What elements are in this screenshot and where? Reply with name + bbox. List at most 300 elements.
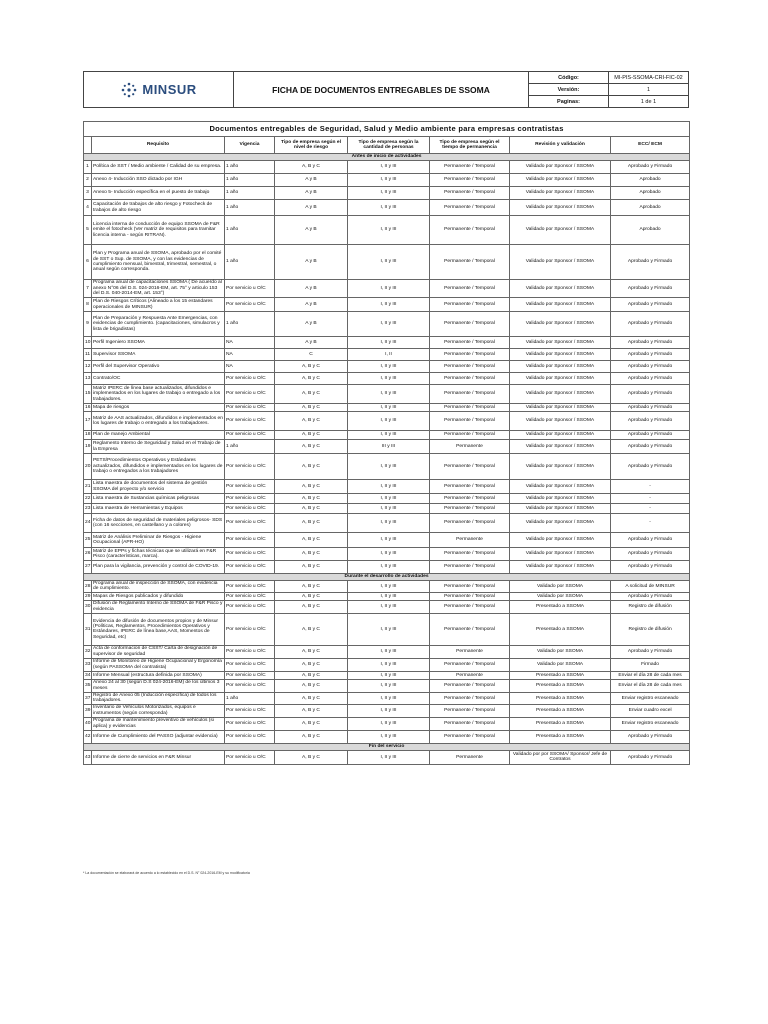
document-header [83, 71, 689, 108]
row-vigencia: Por servicio u O/C [225, 730, 275, 743]
row-riesgo: A, B y C [275, 600, 348, 613]
row-riesgo: A, B y C [275, 561, 348, 574]
table-row [84, 717, 690, 730]
row-ecc: Aprobado y Firmado [611, 337, 690, 349]
row-requisito: Supervisor SSOMA [92, 349, 225, 361]
row-vigencia: Por servicio u O/C [225, 548, 275, 561]
row-riesgo: A, B y C [275, 717, 348, 730]
row-riesgo: A y B [275, 312, 348, 337]
row-requisito: Plan de Riesgos Críticos (Alineado a los 15 estandares operacionales de MINSUR) [92, 298, 225, 312]
table-row [84, 454, 690, 480]
table-row [84, 514, 690, 533]
row-number: 3 [84, 187, 92, 200]
row-personas: I, II y III [348, 245, 430, 280]
row-revision: Validado por Sponsor / SSOMA [510, 245, 611, 280]
row-ecc: Aprobado y Firmado [611, 385, 690, 404]
row-personas: III y III [348, 440, 430, 454]
row-personas: I, II y III [348, 174, 430, 187]
row-number: 16 [85, 404, 91, 410]
row-revision: Presentado a SSOMA [510, 730, 611, 743]
row-permanencia: Permanente [430, 440, 510, 454]
row-permanencia: Permanente / Temporal [430, 600, 510, 613]
row-revision: Validado por Sponsor / SSOMA [510, 504, 611, 514]
row-personas: I, II y III [348, 671, 430, 679]
row-ecc: Aprobado y Firmado [611, 730, 690, 743]
row-vigencia: Por servicio u O/C [225, 480, 275, 494]
row-personas: I, II y III [348, 548, 430, 561]
row-number: 30 [84, 600, 92, 613]
row-personas: I, II y III [348, 216, 430, 245]
row-number: 7 [84, 280, 92, 298]
row-revision: Validado por Sponsor / SSOMA [510, 216, 611, 245]
row-number: 37 [84, 692, 92, 704]
row-personas: I, II y III [348, 412, 430, 431]
row-number: 9 [84, 312, 92, 337]
row-requisito: Capacitación de trabajos de alto riesgo y Fotocheck de trabajos de alto riesgo [92, 200, 225, 216]
row-personas: I, II [348, 349, 430, 361]
row-personas: I, II y III [348, 480, 430, 494]
table-row [84, 581, 690, 593]
table-row [84, 658, 690, 671]
row-revision: Validado por Sponsor / SSOMA [510, 280, 611, 298]
row-ecc: Aprobado [611, 174, 690, 187]
row-revision: Presentado a SSOMA [510, 717, 611, 730]
row-revision: Validado por Sponsor / SSOMA [510, 337, 611, 349]
row-vigencia: Por servicio u O/C [225, 581, 275, 593]
row-ecc: Registro de difusión [611, 613, 690, 645]
version-value: 1 [609, 84, 689, 96]
row-permanencia: Permanente / Temporal [430, 361, 510, 373]
row-revision: Validado por Sponsor / SSOMA [510, 373, 611, 385]
row-number: 11 [84, 349, 92, 361]
row-permanencia: Permanente / Temporal [430, 245, 510, 280]
row-riesgo: A, B y C [275, 704, 348, 717]
row-number: 17 [84, 412, 92, 431]
row-personas: I, II y III [348, 750, 430, 764]
row-ecc: Aprobado y Firmado [611, 592, 690, 600]
row-permanencia: Permanente / Temporal [430, 373, 510, 385]
row-ecc: Registro de difusión [611, 600, 690, 613]
table-title: Documentos entregables de Seguridad, Salud y Medio ambiente para empresas contratistas [84, 122, 690, 137]
row-permanencia: Permanente / Temporal [430, 514, 510, 533]
row-riesgo: A, B y C [275, 613, 348, 645]
row-vigencia: 1 año [225, 187, 275, 200]
row-permanencia: Permanente / Temporal [430, 187, 510, 200]
row-revision: Validado por SSOMA [510, 592, 611, 600]
row-requisito: Informe de Monitoreo de Higiene Ocupacional y Ergonomía (según PASSOMA del contratista) [92, 658, 225, 671]
row-personas: I, II y III [348, 679, 430, 692]
table-row [84, 440, 690, 454]
row-riesgo: A, B y C [275, 361, 348, 373]
row-revision: Validado por Sponsor / SSOMA [510, 312, 611, 337]
row-revision: Validado por Sponsor / SSOMA [510, 533, 611, 548]
row-revision: Validado por Sponsor / SSOMA [510, 412, 611, 431]
table-row [84, 404, 690, 412]
row-vigencia: NA [225, 337, 275, 349]
row-number: 20 [84, 454, 92, 480]
row-revision: Validado por Sponsor / SSOMA [510, 480, 611, 494]
row-ecc: Aprobado y Firmado [611, 361, 690, 373]
row-requisito: Inventario de Vehículos Motorizados, equipos e instrumentos (según corresponda) [92, 704, 225, 717]
row-vigencia: 1 año [225, 312, 275, 337]
row-revision: Validado por Sponsor / SSOMA [510, 187, 611, 200]
row-riesgo: A y B [275, 298, 348, 312]
row-requisito: Registro de Anexo 05 (Inducción específica) de todos los trabajadores. [92, 692, 225, 704]
row-vigencia: Por servicio u O/C [225, 514, 275, 533]
row-vigencia: Por servicio u O/C [225, 750, 275, 764]
row-vigencia: Por servicio u O/C [225, 494, 275, 504]
row-number: 23 [84, 504, 92, 514]
row-riesgo: A, B y C [275, 750, 348, 764]
row-requisito: Programa de mantenimiento preventivo de vehículos (si aplica) y evidencias [92, 717, 225, 730]
row-riesgo: A, B y C [275, 373, 348, 385]
row-permanencia: Permanente [430, 645, 510, 658]
row-requisito: Matriz de AAS actualizados, difundidos e implementados en los lugares de trabajo o entregado a los trabajadores. [92, 412, 225, 431]
section-title: Fin del servicio [84, 743, 690, 750]
row-vigencia: Por servicio u O/C [225, 412, 275, 431]
row-number: 4 [84, 200, 92, 216]
row-personas: I, II y III [348, 533, 430, 548]
row-requisito: Política de SST / Medio ambiente / Calidad de su empresa. [92, 161, 225, 174]
row-riesgo: A y B [275, 187, 348, 200]
section-title: Durante el desarrollo de actividades [84, 574, 690, 581]
row-permanencia: Permanente / Temporal [430, 404, 510, 412]
row-personas: I, II y III [348, 600, 430, 613]
row-ecc: - [611, 480, 690, 494]
row-number: 1 [84, 161, 92, 174]
row-vigencia: Por servicio u O/C [225, 454, 275, 480]
row-vigencia: Por servicio u O/C [225, 645, 275, 658]
row-vigencia: 1 año [225, 692, 275, 704]
row-vigencia: 1 año [225, 216, 275, 245]
row-revision: Validado por Sponsor / SSOMA [510, 440, 611, 454]
row-permanencia: Permanente / Temporal [430, 613, 510, 645]
table-row [84, 161, 690, 174]
row-riesgo: A, B y C [275, 548, 348, 561]
row-personas: I, II y III [348, 658, 430, 671]
table-row [84, 280, 690, 298]
row-vigencia: Por servicio u O/C [225, 704, 275, 717]
row-permanencia: Permanente / Temporal [430, 658, 510, 671]
row-ecc: Aprobado y Firmado [611, 548, 690, 561]
row-revision: Presentado a SSOMA [510, 704, 611, 717]
row-personas: I, II y III [348, 514, 430, 533]
row-vigencia: Por servicio u O/C [225, 298, 275, 312]
row-personas: I, II y III [348, 692, 430, 704]
row-permanencia: Permanente / Temporal [430, 581, 510, 593]
row-revision: Validado por Sponsor / SSOMA [510, 494, 611, 504]
row-requisito: Mapas de Riesgos publicados y difundido [92, 592, 225, 600]
row-requisito: Reglamento Interno de Seguridad y Salud en el Trabajo de la Empresa [92, 440, 225, 454]
row-revision: Validado por Sponsor / SSOMA [510, 431, 611, 440]
row-permanencia: Permanente / Temporal [430, 216, 510, 245]
row-vigencia: Por servicio u O/C [225, 504, 275, 514]
row-revision: Validado por Sponsor / SSOMA [510, 298, 611, 312]
table-row [84, 533, 690, 548]
row-personas: I, II y III [348, 561, 430, 574]
row-ecc: A solicitud de MINSUR [611, 581, 690, 593]
table-row [84, 730, 690, 743]
row-riesgo: A, B y C [275, 514, 348, 533]
table-body [84, 154, 690, 765]
row-vigencia: Por servicio u O/C [225, 533, 275, 548]
table-row [84, 361, 690, 373]
row-revision: Validado por Sponsor / SSOMA [510, 548, 611, 561]
row-personas: I, II y III [348, 187, 430, 200]
row-permanencia: Permanente [430, 671, 510, 679]
table-row [84, 692, 690, 704]
codigo-value: MI-PIS-SSOMA-CRI-FIC-02 [609, 72, 689, 84]
table-row [84, 174, 690, 187]
row-personas: I, II y III [348, 592, 430, 600]
row-personas: I, II y III [348, 504, 430, 514]
row-ecc: Enviar cuadro excel [611, 704, 690, 717]
row-permanencia: Permanente / Temporal [430, 312, 510, 337]
table-row [84, 548, 690, 561]
row-number: 12 [84, 361, 92, 373]
row-requisito: Evidencia de difusión de documentos propios y de Minsur (Políticas, Reglamentos, Procedimientos Operativos y Estándares, IPERC de línea base,AAS, Momentos de Seguridad, etc) [92, 613, 225, 645]
footnote: * La documentación se elaborará de acuerdo a lo establecido en el D.S. N° 024-2016-EM y su modificatoria [83, 871, 250, 875]
row-permanencia: Permanente / Temporal [430, 480, 510, 494]
row-requisito: Anexo 4- Inducción SSO dictado por IGH [92, 174, 225, 187]
row-riesgo: A, B y C [275, 645, 348, 658]
row-number: 13 [84, 373, 92, 385]
row-riesgo: A, B y C [275, 440, 348, 454]
row-riesgo: A, B y C [275, 581, 348, 593]
row-permanencia: Permanente / Temporal [430, 692, 510, 704]
col-revision: Revisión y validación [510, 137, 611, 154]
row-revision: Validado por Sponsor / SSOMA [510, 349, 611, 361]
row-ecc: Aprobado y Firmado [611, 280, 690, 298]
row-revision: Validado por SSOMA [510, 581, 611, 593]
row-permanencia: Permanente / Temporal [430, 349, 510, 361]
row-requisito: Plan y Programa anual de SSOMA, aprobado por el comité de SST o Sup. de SSOMA, y con las evidencias de cumplimiento mensual, bimestral, trimestral, semestral, o anual según corresponda. [92, 245, 225, 280]
row-riesgo: A, B y C [275, 412, 348, 431]
row-personas: I, II y III [348, 704, 430, 717]
row-personas: I, II y III [348, 200, 430, 216]
col-vigencia: Vigencia [225, 137, 275, 154]
row-requisito: PETS/Procedimientos Operativos y Estándares actualizados, difundidos e implementados en los lugares de trabajo o entregados a los trabajadores [92, 454, 225, 480]
paginas-value: 1 de 1 [609, 96, 689, 108]
row-riesgo: A, B y C [275, 431, 348, 440]
row-personas: I, II y III [348, 280, 430, 298]
row-requisito: Lista maestra de Herramientas y Equipos [92, 504, 225, 514]
row-number: 31 [84, 613, 92, 645]
row-personas: I, II y III [348, 404, 430, 412]
row-requisito: Informe de cierre de servicios en F&R Minsur [92, 750, 225, 764]
row-riesgo: A, B y C [275, 533, 348, 548]
row-riesgo: A, B y C [275, 480, 348, 494]
table-row [84, 187, 690, 200]
section-header [84, 574, 690, 581]
section-title: Antes de inicio de actividades [84, 154, 690, 161]
row-permanencia: Permanente / Temporal [430, 174, 510, 187]
row-ecc: Aprobado y Firmado [611, 161, 690, 174]
row-ecc: Aprobado y Firmado [611, 349, 690, 361]
row-permanencia: Permanente [430, 750, 510, 764]
row-revision: Presentado a SSOMA [510, 613, 611, 645]
row-revision: Validado por Sponsor / SSOMA [510, 454, 611, 480]
row-riesgo: A, B y C [275, 494, 348, 504]
col-requisito: Requisito [92, 137, 225, 154]
table-row [84, 494, 690, 504]
table-row [84, 480, 690, 494]
row-ecc: Aprobado y Firmado [611, 454, 690, 480]
row-revision: Validado por SSOMA [510, 645, 611, 658]
row-permanencia: Permanente / Temporal [430, 412, 510, 431]
row-personas: I, II y III [348, 373, 430, 385]
table-row [84, 704, 690, 717]
row-ecc: Aprobado y Firmado [611, 404, 690, 412]
row-requisito: Lista maestra de documentos del sistema de gestión SSOMA del proyecto y/o servicio [92, 480, 225, 494]
row-personas: I, II y III [348, 645, 430, 658]
row-permanencia: Permanente / Temporal [430, 280, 510, 298]
row-requisito: Mapa de riesgos [92, 404, 225, 412]
row-number: 6 [84, 245, 92, 280]
table-row [84, 337, 690, 349]
row-requisito: Lista maestra de Sustancias químicas peligrosas [92, 494, 225, 504]
row-number: 42 [84, 730, 92, 743]
row-ecc: Aprobado y Firmado [611, 561, 690, 574]
row-riesgo: A, B y C [275, 161, 348, 174]
row-requisito: Matriz de Análisis Preliminar de Riesgos - Higiene Ocupacional (APR-HO) [92, 533, 225, 548]
minsur-emblem-icon [120, 81, 138, 99]
col-ecc: ECC/ ECM [611, 137, 690, 154]
row-number: 34 [85, 672, 91, 678]
row-revision: Validado por Sponsor / SSOMA [510, 200, 611, 216]
row-permanencia: Permanente / Temporal [430, 200, 510, 216]
row-vigencia: 1 año [225, 200, 275, 216]
table-row [84, 385, 690, 404]
row-riesgo: A y B [275, 280, 348, 298]
row-ecc: - [611, 494, 690, 504]
row-ecc: - [611, 504, 690, 514]
row-permanencia: Permanente / Temporal [430, 717, 510, 730]
row-riesgo: A y B [275, 174, 348, 187]
row-number: 10 [84, 337, 92, 349]
row-vigencia: Por servicio u O/C [225, 592, 275, 600]
table-row [84, 312, 690, 337]
row-permanencia: Permanente [430, 533, 510, 548]
row-riesgo: A, B y C [275, 504, 348, 514]
row-requisito: Acta de conformacion de CSST/ Carta de designación de supervisor de seguridad [92, 645, 225, 658]
row-ecc: Enviar el día 28 de cada mes [611, 671, 690, 679]
row-number: 26 [84, 548, 92, 561]
row-permanencia: Permanente / Temporal [430, 385, 510, 404]
row-riesgo: A, B y C [275, 658, 348, 671]
row-permanencia: Permanente / Temporal [430, 730, 510, 743]
row-personas: I, II y III [348, 581, 430, 593]
row-vigencia: Por servicio u O/C [225, 561, 275, 574]
row-riesgo: A y B [275, 216, 348, 245]
row-ecc: Aprobado y Firmado [611, 312, 690, 337]
col-personas: Tipo de empresa según la cantidad de personas [348, 137, 430, 154]
row-personas: I, II y III [348, 717, 430, 730]
row-vigencia: Por servicio u O/C [225, 658, 275, 671]
row-vigencia: Por servicio u O/C [225, 600, 275, 613]
row-ecc: Firmado [611, 658, 690, 671]
row-requisito: Plan de Preparación y Respuesta Ante Emergencias, con evidencias de cumplimiento. (capacitaciones, simulacros y lista de brigadistas) [92, 312, 225, 337]
document-title: FICHA DE DOCUMENTOS ENTREGABLES DE SSOMA [234, 72, 529, 108]
row-ecc: Enviar registro escaneado [611, 717, 690, 730]
row-number: 28 [84, 581, 92, 593]
paginas-label: Paginas: [529, 96, 609, 108]
table-row [84, 245, 690, 280]
row-riesgo: A y B [275, 245, 348, 280]
table-row [84, 412, 690, 431]
row-number: 22 [84, 494, 92, 504]
table-row [84, 200, 690, 216]
row-ecc: Aprobado y Firmado [611, 245, 690, 280]
row-personas: I, II y III [348, 454, 430, 480]
row-personas: I, II y III [348, 431, 430, 440]
row-ecc: Aprobado [611, 187, 690, 200]
row-ecc: Enviar el día 28 de cada mes [611, 679, 690, 692]
row-requisito: Matriz IPERC de línea base actualizados, difundidos e implementados en los lugares de trabajo o entregado a los trabajadores. [92, 385, 225, 404]
row-revision: Validado por Sponsor / SSOMA [510, 404, 611, 412]
row-vigencia: Por servicio u O/C [225, 385, 275, 404]
row-revision: Validado por Sponsor / SSOMA [510, 174, 611, 187]
row-revision: Validado por Sponsor / SSOMA [510, 561, 611, 574]
row-requisito: Anexo 5- Inducción específica en el puesto de trabajo [92, 187, 225, 200]
row-permanencia: Permanente / Temporal [430, 431, 510, 440]
row-vigencia: Por servicio u O/C [225, 671, 275, 679]
row-permanencia: Permanente / Temporal [430, 592, 510, 600]
row-number: 2 [84, 174, 92, 187]
row-vigencia: 1 año [225, 440, 275, 454]
row-riesgo: A, B y C [275, 692, 348, 704]
row-vigencia: Por servicio u O/C [225, 613, 275, 645]
row-requisito: Matriz de EPPs y fichas técnicas que se utilizará en F&R Pisco (características, marca). [92, 548, 225, 561]
row-requisito: Plan de manejo Ambiental [92, 431, 225, 440]
row-ecc: - [611, 514, 690, 533]
row-number: 33 [84, 658, 92, 671]
row-ecc: Enviar registro escaneado [611, 692, 690, 704]
row-number: 15 [84, 385, 92, 404]
row-revision: Presentado a SSOMA [510, 692, 611, 704]
table-row [84, 349, 690, 361]
row-permanencia: Permanente / Temporal [430, 504, 510, 514]
row-vigencia: NA [225, 361, 275, 373]
row-vigencia: Por servicio u O/C [225, 717, 275, 730]
row-personas: I, II y III [348, 730, 430, 743]
row-revision: Validado por por SSOMA/ Sponsor/ Jefe de Contratos [510, 750, 611, 764]
row-number: 29 [85, 593, 91, 599]
row-permanencia: Permanente / Temporal [430, 298, 510, 312]
row-vigencia: Por servicio u O/C [225, 373, 275, 385]
row-number: 5 [84, 216, 92, 245]
deliverables-table [83, 121, 690, 765]
row-revision: Validado por SSOMA [510, 658, 611, 671]
row-number: 21 [84, 480, 92, 494]
row-vigencia: Por servicio u O/C [225, 679, 275, 692]
row-permanencia: Permanente / Temporal [430, 561, 510, 574]
row-permanencia: Permanente / Temporal [430, 494, 510, 504]
row-riesgo: A y B [275, 200, 348, 216]
row-riesgo: A, B y C [275, 404, 348, 412]
row-ecc: Aprobado y Firmado [611, 533, 690, 548]
row-ecc: Aprobado [611, 200, 690, 216]
row-ecc: Aprobado y Firmado [611, 431, 690, 440]
row-vigencia: NA [225, 349, 275, 361]
table-row [84, 671, 690, 679]
row-requisito: Informe de Cumplimiento del PASSO (adjuntar evidencia) [92, 730, 225, 743]
row-requisito: Plan para la vigilancia, prevención y control de COVID-19. [92, 561, 225, 574]
row-riesgo: A, B y C [275, 730, 348, 743]
row-number: 24 [84, 514, 92, 533]
row-requisito: Programa anual de inspección de SSOMA, con evidencia de cumplimiento. [92, 581, 225, 593]
row-permanencia: Permanente / Temporal [430, 548, 510, 561]
